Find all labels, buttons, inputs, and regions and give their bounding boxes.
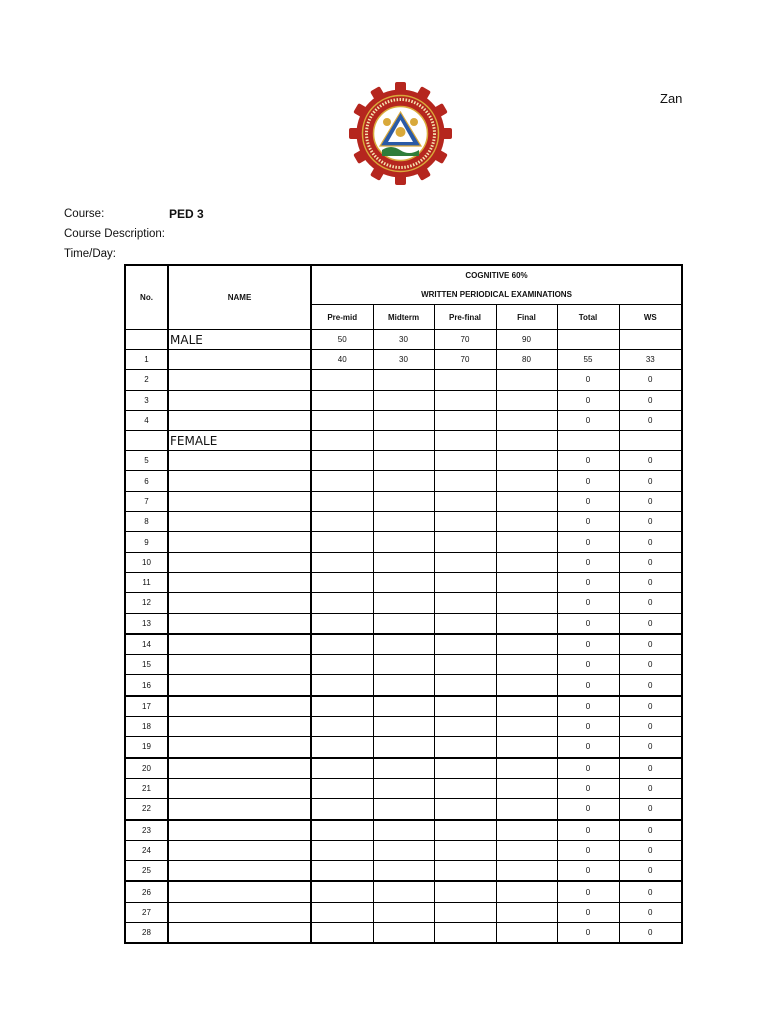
student-no: 4	[125, 410, 168, 430]
score-midterm-cell[interactable]	[373, 552, 434, 572]
score-pre-mid-cell[interactable]	[311, 758, 373, 779]
score-total-cell: 0	[557, 675, 619, 696]
student-name-cell[interactable]	[168, 613, 311, 634]
student-row	[125, 923, 682, 944]
student-row	[125, 778, 682, 798]
score-total-cell: 0	[557, 572, 619, 592]
student-row	[125, 613, 682, 634]
student-name-cell[interactable]	[168, 778, 311, 798]
student-row	[125, 370, 682, 390]
student-row	[125, 902, 682, 922]
student-no: 5	[125, 451, 168, 471]
score-midterm-cell[interactable]	[373, 840, 434, 860]
student-name-cell[interactable]	[168, 410, 311, 430]
score-midterm-cell[interactable]	[373, 923, 434, 944]
score-ws-cell: 0	[619, 778, 682, 798]
score-ws-cell: 0	[619, 840, 682, 860]
course-description-label: Course Description:	[64, 228, 165, 240]
score-pre-mid-cell[interactable]	[311, 902, 373, 922]
score-pre-mid-cell[interactable]	[311, 451, 373, 471]
score-total-cell: 0	[557, 737, 619, 758]
score-pre-mid-cell[interactable]	[311, 370, 373, 390]
header-ws: WS	[619, 305, 682, 330]
score-total-cell: 55	[557, 350, 619, 370]
score-final-cell[interactable]	[496, 451, 557, 471]
score-ws-cell: 0	[619, 512, 682, 532]
student-row	[125, 552, 682, 572]
time-day-label: Time/Day:	[64, 248, 116, 260]
score-ws-cell: 0	[619, 471, 682, 491]
score-final-cell[interactable]	[496, 696, 557, 717]
score-pre-final-cell[interactable]	[434, 370, 496, 390]
score-final-cell[interactable]	[496, 778, 557, 798]
score-ws-cell: 0	[619, 593, 682, 613]
score-midterm-cell[interactable]	[373, 881, 434, 902]
score-ws-cell: 0	[619, 491, 682, 511]
female-max-score-cell	[373, 431, 434, 451]
male-section-label: MALE	[168, 330, 311, 350]
score-final-cell[interactable]	[496, 820, 557, 841]
score-midterm-cell[interactable]	[373, 491, 434, 511]
score-pre-mid-cell[interactable]	[311, 512, 373, 532]
student-name-cell[interactable]	[168, 532, 311, 552]
score-midterm-cell[interactable]	[373, 778, 434, 798]
student-no: 9	[125, 532, 168, 552]
student-no: 19	[125, 737, 168, 758]
student-no: 15	[125, 655, 168, 675]
male-section-no	[125, 330, 168, 350]
score-pre-mid-cell[interactable]	[311, 593, 373, 613]
female-section-row	[125, 431, 682, 451]
student-no: 28	[125, 923, 168, 944]
score-pre-mid-cell[interactable]	[311, 572, 373, 592]
student-name-cell[interactable]	[168, 491, 311, 511]
male-max-score-cell	[619, 330, 682, 350]
header-pre-mid: Pre-mid	[311, 305, 373, 330]
score-pre-final-cell[interactable]	[434, 552, 496, 572]
student-name-cell[interactable]	[168, 696, 311, 717]
header-no: No.	[125, 265, 168, 330]
student-name-cell[interactable]	[168, 717, 311, 737]
score-final-cell[interactable]	[496, 532, 557, 552]
score-ws-cell: 0	[619, 902, 682, 922]
student-no: 11	[125, 572, 168, 592]
score-midterm-cell[interactable]	[373, 613, 434, 634]
score-total-cell: 0	[557, 491, 619, 511]
score-total-cell: 0	[557, 370, 619, 390]
student-row	[125, 675, 682, 696]
score-pre-final-cell[interactable]	[434, 410, 496, 430]
score-pre-final-cell[interactable]	[434, 881, 496, 902]
header-cognitive: COGNITIVE 60%	[311, 265, 682, 284]
student-name-cell[interactable]	[168, 350, 311, 370]
score-total-cell: 0	[557, 512, 619, 532]
score-ws-cell: 0	[619, 613, 682, 634]
header-written-exams: WRITTEN PERIODICAL EXAMINATIONS	[311, 284, 682, 305]
score-pre-mid-cell[interactable]	[311, 410, 373, 430]
score-midterm-cell[interactable]	[373, 471, 434, 491]
student-row	[125, 758, 682, 779]
score-total-cell: 0	[557, 881, 619, 902]
student-name-cell[interactable]	[168, 675, 311, 696]
student-row	[125, 410, 682, 430]
score-midterm-cell[interactable]	[373, 717, 434, 737]
score-midterm-cell[interactable]	[373, 675, 434, 696]
score-ws-cell: 0	[619, 923, 682, 944]
score-midterm-cell[interactable]	[373, 451, 434, 471]
score-final-cell[interactable]	[496, 572, 557, 592]
score-pre-mid-cell[interactable]	[311, 737, 373, 758]
student-name-cell[interactable]	[168, 552, 311, 572]
score-total-cell: 0	[557, 532, 619, 552]
student-no: 23	[125, 820, 168, 841]
score-midterm-cell[interactable]	[373, 593, 434, 613]
student-no: 2	[125, 370, 168, 390]
female-max-score-cell	[619, 431, 682, 451]
female-max-score-cell	[311, 431, 373, 451]
score-pre-final-cell[interactable]	[434, 572, 496, 592]
score-ws-cell: 0	[619, 881, 682, 902]
student-row	[125, 532, 682, 552]
score-final-cell[interactable]	[496, 471, 557, 491]
score-ws-cell: 33	[619, 350, 682, 370]
score-pre-final-cell[interactable]	[434, 758, 496, 779]
score-final-cell[interactable]	[496, 923, 557, 944]
score-pre-final-cell[interactable]: 70	[434, 350, 496, 370]
score-pre-final-cell[interactable]	[434, 737, 496, 758]
score-final-cell[interactable]	[496, 655, 557, 675]
student-no: 24	[125, 840, 168, 860]
student-name-cell[interactable]	[168, 451, 311, 471]
score-ws-cell: 0	[619, 532, 682, 552]
score-final-cell[interactable]	[496, 491, 557, 511]
score-midterm-cell[interactable]	[373, 512, 434, 532]
score-pre-final-cell[interactable]	[434, 717, 496, 737]
score-pre-final-cell[interactable]	[434, 634, 496, 655]
score-pre-final-cell[interactable]	[434, 778, 496, 798]
score-midterm-cell[interactable]	[373, 532, 434, 552]
student-no: 16	[125, 675, 168, 696]
student-name-cell[interactable]	[168, 737, 311, 758]
score-final-cell[interactable]	[496, 390, 557, 410]
score-pre-final-cell[interactable]	[434, 840, 496, 860]
score-final-cell[interactable]	[496, 737, 557, 758]
score-pre-mid-cell[interactable]	[311, 552, 373, 572]
student-row	[125, 737, 682, 758]
score-ws-cell: 0	[619, 572, 682, 592]
student-row	[125, 861, 682, 882]
student-row	[125, 350, 682, 370]
score-pre-final-cell[interactable]	[434, 902, 496, 922]
female-section-label: FEMALE	[168, 431, 311, 451]
university-seal-logo	[349, 82, 452, 185]
score-final-cell[interactable]	[496, 881, 557, 902]
score-ws-cell: 0	[619, 634, 682, 655]
header-pre-final: Pre-final	[434, 305, 496, 330]
header-row-cognitive	[125, 265, 682, 284]
student-no: 3	[125, 390, 168, 410]
student-no: 8	[125, 512, 168, 532]
student-row	[125, 390, 682, 410]
score-midterm-cell[interactable]	[373, 820, 434, 841]
score-final-cell[interactable]	[496, 861, 557, 882]
score-pre-final-cell[interactable]	[434, 491, 496, 511]
student-name-cell[interactable]	[168, 861, 311, 882]
student-no: 14	[125, 634, 168, 655]
student-row	[125, 881, 682, 902]
header-name: NAME	[168, 265, 311, 330]
score-midterm-cell[interactable]: 30	[373, 350, 434, 370]
score-pre-mid-cell[interactable]	[311, 778, 373, 798]
student-row	[125, 572, 682, 592]
score-total-cell: 0	[557, 696, 619, 717]
student-no: 21	[125, 778, 168, 798]
header-total: Total	[557, 305, 619, 330]
student-name-cell[interactable]	[168, 881, 311, 902]
student-name-cell[interactable]	[168, 820, 311, 841]
student-no: 20	[125, 758, 168, 779]
student-row	[125, 717, 682, 737]
score-ws-cell: 0	[619, 758, 682, 779]
score-final-cell[interactable]	[496, 613, 557, 634]
score-final-cell[interactable]	[496, 675, 557, 696]
score-final-cell[interactable]	[496, 370, 557, 390]
male-max-score-cell: 70	[434, 330, 496, 350]
score-ws-cell: 0	[619, 820, 682, 841]
score-total-cell: 0	[557, 902, 619, 922]
score-pre-final-cell[interactable]	[434, 451, 496, 471]
student-name-cell[interactable]	[168, 634, 311, 655]
score-pre-mid-cell[interactable]	[311, 799, 373, 820]
student-row	[125, 696, 682, 717]
male-max-score-cell: 50	[311, 330, 373, 350]
student-row	[125, 634, 682, 655]
score-ws-cell: 0	[619, 410, 682, 430]
score-pre-final-cell[interactable]	[434, 613, 496, 634]
score-total-cell: 0	[557, 552, 619, 572]
score-ws-cell: 0	[619, 696, 682, 717]
score-midterm-cell[interactable]	[373, 634, 434, 655]
score-ws-cell: 0	[619, 552, 682, 572]
student-name-cell[interactable]	[168, 758, 311, 779]
score-total-cell: 0	[557, 717, 619, 737]
student-row	[125, 820, 682, 841]
score-pre-final-cell[interactable]	[434, 471, 496, 491]
score-pre-mid-cell[interactable]	[311, 881, 373, 902]
score-final-cell[interactable]	[496, 552, 557, 572]
score-pre-final-cell[interactable]	[434, 799, 496, 820]
female-section-no	[125, 431, 168, 451]
score-final-cell[interactable]	[496, 840, 557, 860]
male-max-score-cell: 90	[496, 330, 557, 350]
score-final-cell[interactable]	[496, 902, 557, 922]
score-total-cell: 0	[557, 613, 619, 634]
score-pre-final-cell[interactable]	[434, 675, 496, 696]
score-midterm-cell[interactable]	[373, 390, 434, 410]
male-section-row	[125, 330, 682, 350]
student-name-cell[interactable]	[168, 471, 311, 491]
score-pre-mid-cell[interactable]	[311, 820, 373, 841]
score-total-cell: 0	[557, 390, 619, 410]
student-row	[125, 471, 682, 491]
student-no: 27	[125, 902, 168, 922]
score-pre-final-cell[interactable]	[434, 696, 496, 717]
score-total-cell: 0	[557, 820, 619, 841]
student-name-cell[interactable]	[168, 799, 311, 820]
score-total-cell: 0	[557, 861, 619, 882]
score-midterm-cell[interactable]	[373, 572, 434, 592]
score-final-cell[interactable]	[496, 758, 557, 779]
student-no: 7	[125, 491, 168, 511]
score-ws-cell: 0	[619, 451, 682, 471]
score-midterm-cell[interactable]	[373, 902, 434, 922]
student-no: 17	[125, 696, 168, 717]
student-no: 25	[125, 861, 168, 882]
student-name-cell[interactable]	[168, 390, 311, 410]
seal-icon	[349, 82, 452, 185]
score-midterm-cell[interactable]	[373, 758, 434, 779]
score-pre-mid-cell[interactable]	[311, 923, 373, 944]
score-midterm-cell[interactable]	[373, 737, 434, 758]
score-midterm-cell[interactable]	[373, 655, 434, 675]
student-name-cell[interactable]	[168, 840, 311, 860]
score-pre-mid-cell[interactable]	[311, 532, 373, 552]
score-total-cell: 0	[557, 778, 619, 798]
student-name-cell[interactable]	[168, 902, 311, 922]
student-name-cell[interactable]	[168, 593, 311, 613]
student-no: 13	[125, 613, 168, 634]
student-row	[125, 491, 682, 511]
student-row	[125, 451, 682, 471]
student-name-cell[interactable]	[168, 512, 311, 532]
male-max-score-cell: 30	[373, 330, 434, 350]
score-pre-mid-cell[interactable]	[311, 861, 373, 882]
student-no: 6	[125, 471, 168, 491]
student-no: 26	[125, 881, 168, 902]
student-name-cell[interactable]	[168, 923, 311, 944]
score-pre-mid-cell[interactable]	[311, 471, 373, 491]
score-final-cell[interactable]	[496, 410, 557, 430]
student-name-cell[interactable]	[168, 655, 311, 675]
female-max-score-cell	[434, 431, 496, 451]
score-pre-final-cell[interactable]	[434, 655, 496, 675]
score-final-cell[interactable]: 80	[496, 350, 557, 370]
score-total-cell: 0	[557, 471, 619, 491]
student-no: 1	[125, 350, 168, 370]
female-max-score-cell	[496, 431, 557, 451]
score-midterm-cell[interactable]	[373, 410, 434, 430]
score-pre-final-cell[interactable]	[434, 861, 496, 882]
student-row	[125, 593, 682, 613]
grade-sheet-table	[124, 264, 683, 944]
score-pre-mid-cell[interactable]	[311, 840, 373, 860]
score-ws-cell: 0	[619, 861, 682, 882]
score-ws-cell: 0	[619, 655, 682, 675]
course-label: Course:	[64, 208, 105, 220]
score-final-cell[interactable]	[496, 593, 557, 613]
student-no: 22	[125, 799, 168, 820]
corner-text: Zan	[660, 91, 683, 106]
score-pre-final-cell[interactable]	[434, 593, 496, 613]
score-pre-mid-cell[interactable]	[311, 717, 373, 737]
score-pre-mid-cell[interactable]: 40	[311, 350, 373, 370]
score-final-cell[interactable]	[496, 512, 557, 532]
score-total-cell: 0	[557, 923, 619, 944]
student-row	[125, 799, 682, 820]
score-pre-mid-cell[interactable]	[311, 491, 373, 511]
score-midterm-cell[interactable]	[373, 799, 434, 820]
score-ws-cell: 0	[619, 390, 682, 410]
score-pre-final-cell[interactable]	[434, 390, 496, 410]
score-ws-cell: 0	[619, 737, 682, 758]
score-midterm-cell[interactable]	[373, 696, 434, 717]
score-midterm-cell[interactable]	[373, 861, 434, 882]
student-no: 18	[125, 717, 168, 737]
score-total-cell: 0	[557, 840, 619, 860]
score-pre-final-cell[interactable]	[434, 923, 496, 944]
score-total-cell: 0	[557, 593, 619, 613]
score-pre-mid-cell[interactable]	[311, 634, 373, 655]
score-pre-mid-cell[interactable]	[311, 390, 373, 410]
score-final-cell[interactable]	[496, 799, 557, 820]
score-ws-cell: 0	[619, 370, 682, 390]
female-max-score-cell	[557, 431, 619, 451]
score-pre-mid-cell[interactable]	[311, 696, 373, 717]
course-value: PED 3	[169, 207, 204, 221]
score-total-cell: 0	[557, 758, 619, 779]
score-total-cell: 0	[557, 655, 619, 675]
header-midterm: Midterm	[373, 305, 434, 330]
score-pre-mid-cell[interactable]	[311, 675, 373, 696]
score-total-cell: 0	[557, 799, 619, 820]
score-final-cell[interactable]	[496, 634, 557, 655]
score-ws-cell: 0	[619, 799, 682, 820]
header-final: Final	[496, 305, 557, 330]
student-no: 10	[125, 552, 168, 572]
student-name-cell[interactable]	[168, 572, 311, 592]
score-pre-final-cell[interactable]	[434, 512, 496, 532]
score-pre-mid-cell[interactable]	[311, 613, 373, 634]
score-pre-mid-cell[interactable]	[311, 655, 373, 675]
score-total-cell: 0	[557, 451, 619, 471]
score-ws-cell: 0	[619, 717, 682, 737]
student-no: 12	[125, 593, 168, 613]
male-max-score-cell	[557, 330, 619, 350]
student-row	[125, 840, 682, 860]
student-row	[125, 512, 682, 532]
score-final-cell[interactable]	[496, 717, 557, 737]
score-midterm-cell[interactable]	[373, 370, 434, 390]
score-pre-final-cell[interactable]	[434, 532, 496, 552]
score-ws-cell: 0	[619, 675, 682, 696]
student-name-cell[interactable]	[168, 370, 311, 390]
score-total-cell: 0	[557, 410, 619, 430]
score-total-cell: 0	[557, 634, 619, 655]
score-pre-final-cell[interactable]	[434, 820, 496, 841]
student-row	[125, 655, 682, 675]
